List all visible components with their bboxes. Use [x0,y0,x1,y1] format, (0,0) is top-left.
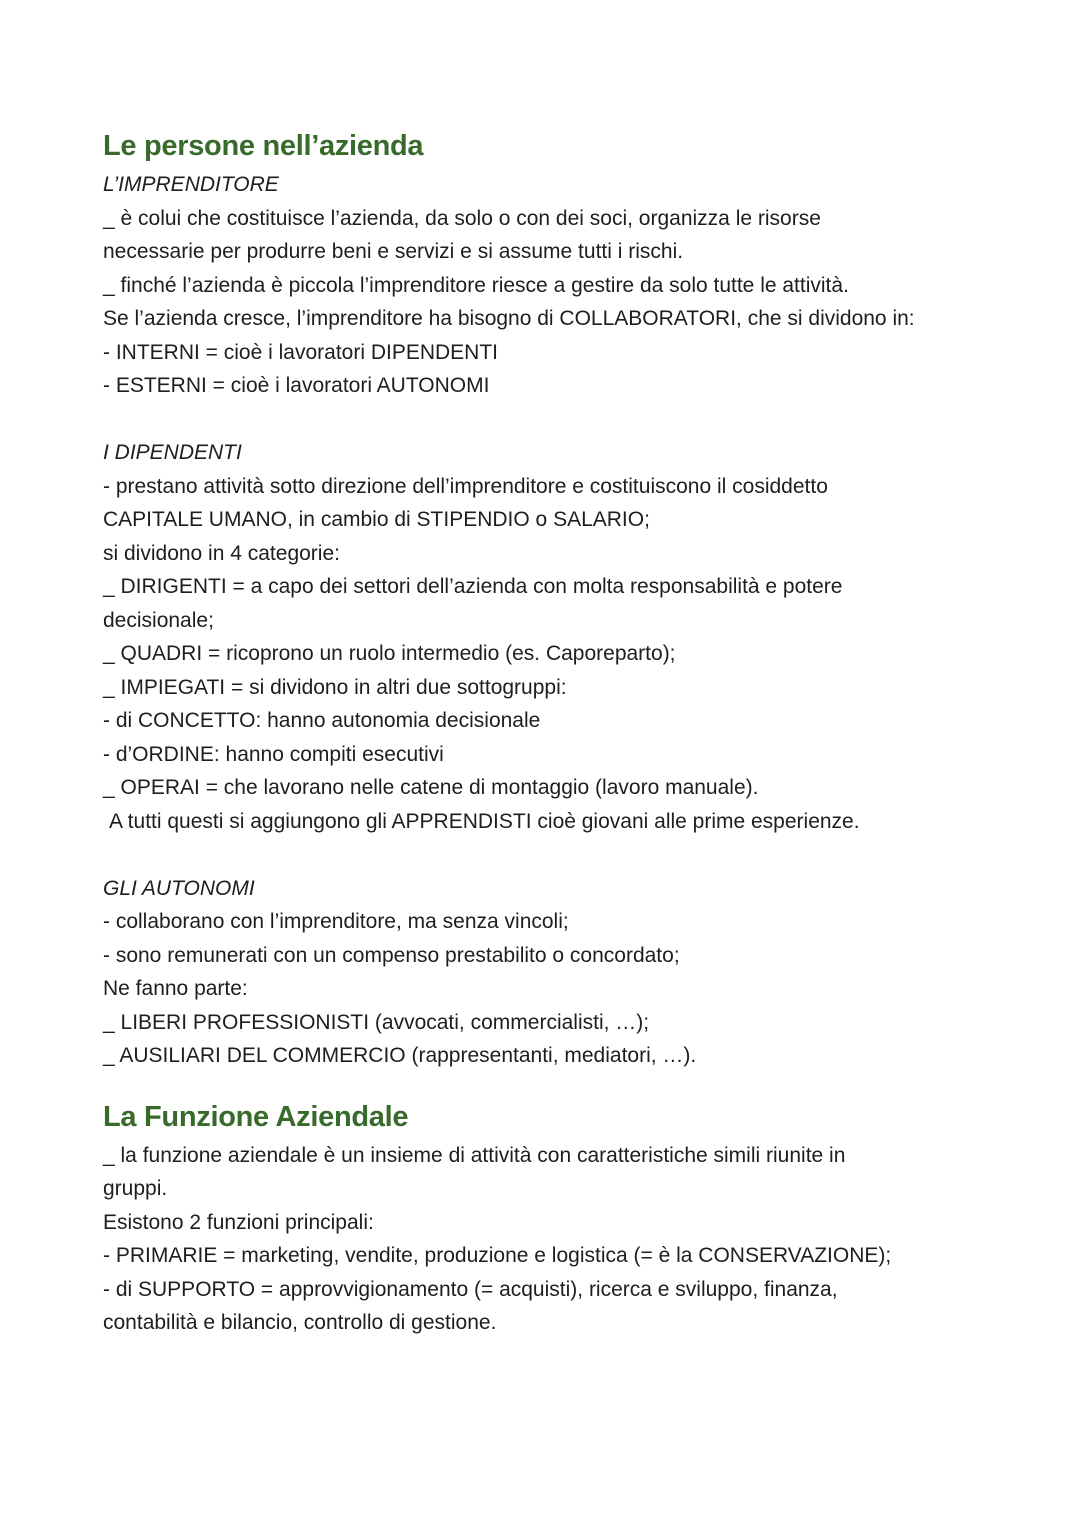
imprenditore-line: necessarie per produrre beni e servizi e si assume tutti i rischi. [103,240,684,263]
dipendenti-line: si dividono in 4 categorie: [103,541,340,565]
dipendenti-line: _ OPERAI = che lavorano nelle catene di montaggio (lavoro manuale). [103,776,759,799]
imprenditore-line: Se l’azienda cresce, l’imprenditore ha bisogno di COLLABORATORI, che si dividono in: [103,307,915,330]
funzione-line: _ la funzione aziendale è un insieme di attività con caratteristiche simili riunite in [103,1143,846,1167]
dipendenti-line: - prestano attività sotto direzione dell’imprenditore e costituiscono il cosiddetto [103,474,828,498]
dipendenti-line: _ DIRIGENTI = a capo dei settori dell’azienda con molta responsabilità e potere [103,575,843,598]
heading-autonomi: GLI AUTONOMI [103,876,255,900]
spacer [103,403,1003,437]
dipendenti-line: - d’ORDINE: hanno compiti esecutivi [103,742,444,766]
funzione-line: gruppi. [103,1177,168,1200]
autonomi-line: - sono remunerati con un compenso prestabilito o concordato; [103,943,680,967]
imprenditore-line: _ finché l’azienda è piccola l’imprenditore riesce a gestire da solo tutte le attività. [103,273,849,297]
funzione-line: - di SUPPORTO = approvvigionamento (= acquisti), ricerca e sviluppo, finanza, [103,1277,838,1301]
dipendenti-line: - di CONCETTO: hanno autonomia decisionale [103,709,541,732]
autonomi-line: Ne fanno parte: [103,977,248,1000]
autonomi-line: _ LIBERI PROFESSIONISTI (avvocati, commercialisti, …); [103,1010,650,1034]
imprenditore-line: - ESTERNI = cioè i lavoratori AUTONOMI [103,374,490,397]
funzione-line: Esistono 2 funzioni principali: [103,1210,374,1234]
section-title-funzione: La Funzione Aziendale [103,1100,409,1133]
spacer [103,838,1003,872]
imprenditore-line: _ è colui che costituisce l’azienda, da solo o con dei soci, organizza le risorse [103,206,821,230]
funzione-line: contabilità e bilancio, controllo di gestione. [103,1311,497,1334]
heading-dipendenti: I DIPENDENTI [103,441,242,464]
autonomi-line: _ AUSILIARI DEL COMMERCIO (rappresentanti, mediatori, …). [103,1044,697,1067]
dipendenti-line: _ QUADRI = ricoprono un ruolo intermedio (es. Caporeparto); [103,642,676,665]
spacer [103,1073,1003,1095]
dipendenti-line: decisionale; [103,608,214,632]
funzione-line: - PRIMARIE = marketing, vendite, produzione e logistica (= è la CONSERVAZIONE); [103,1244,892,1267]
dipendenti-line: CAPITALE UMANO, in cambio di STIPENDIO o SALARIO; [103,508,650,531]
heading-imprenditore: L’IMPRENDITORE [103,173,279,196]
imprenditore-line: - INTERNI = cioè i lavoratori DIPENDENTI [103,340,499,364]
dipendenti-line: A tutti questi si aggiungono gli APPRENDISTI cioè giovani alle prime esperienze. [109,809,860,833]
document-page [103,124,1003,1340]
autonomi-line: - collaborano con l’imprenditore, ma senza vincoli; [103,910,569,933]
section-title-persone: Le persone nell’azienda [103,130,424,162]
dipendenti-line: _ IMPIEGATI = si dividono in altri due sottogruppi: [103,675,567,699]
